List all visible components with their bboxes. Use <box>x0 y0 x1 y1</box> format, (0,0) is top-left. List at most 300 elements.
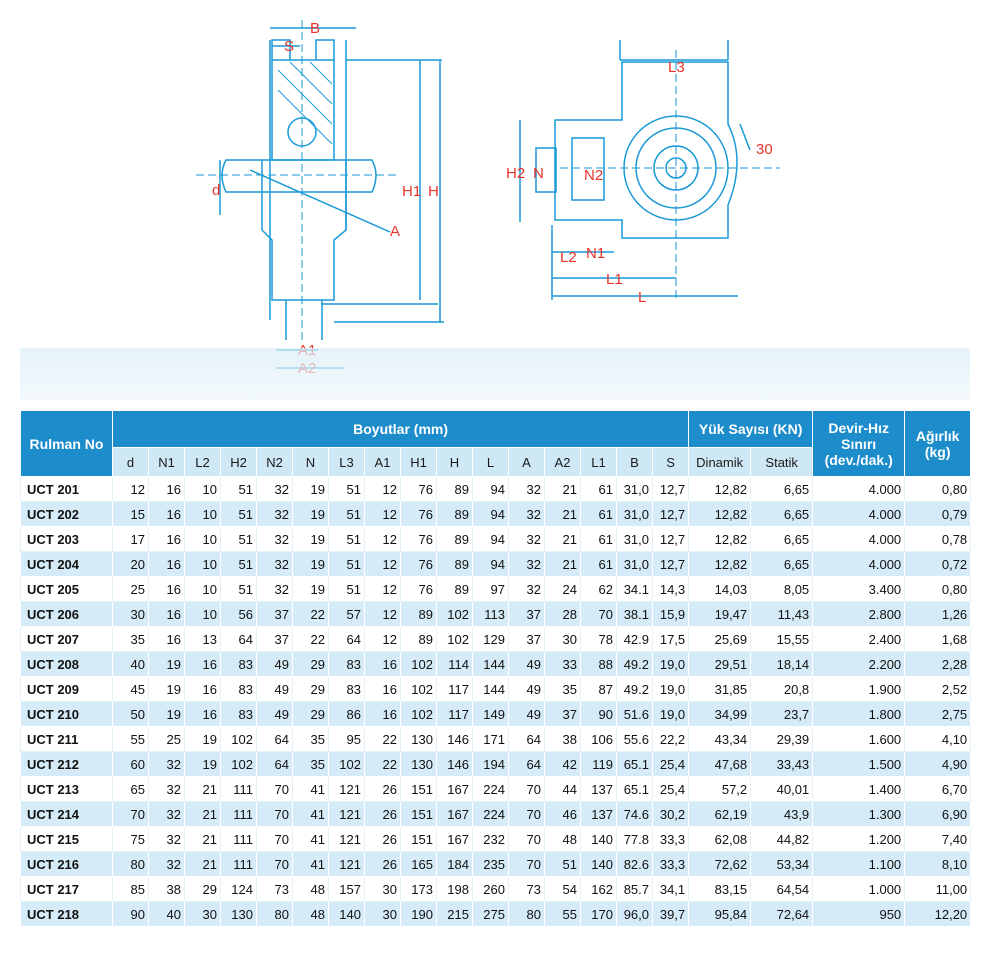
table-cell: 0,80 <box>905 477 971 502</box>
table-cell: 73 <box>509 877 545 902</box>
table-cell: 6,65 <box>751 502 813 527</box>
table-cell: 113 <box>473 602 509 627</box>
table-cell: 144 <box>473 677 509 702</box>
table-cell: 19 <box>293 502 329 527</box>
label-L1: L1 <box>606 271 623 288</box>
table-cell: 11,43 <box>751 602 813 627</box>
table-cell: 137 <box>581 802 617 827</box>
table-row <box>21 652 971 677</box>
table-cell: 146 <box>437 727 473 752</box>
table-cell: 23,7 <box>751 702 813 727</box>
table-cell: 25,4 <box>653 752 689 777</box>
table-cell: 149 <box>473 702 509 727</box>
table-cell: 130 <box>401 727 437 752</box>
table-cell: 49 <box>509 702 545 727</box>
table-cell: 173 <box>401 877 437 902</box>
table-cell: 2.200 <box>813 652 905 677</box>
table-cell: 31,0 <box>617 527 653 552</box>
bearing-code: UCT 217 <box>21 877 113 902</box>
table-cell: 25,4 <box>653 777 689 802</box>
table-cell: 16 <box>149 602 185 627</box>
table-row <box>21 727 971 752</box>
table-cell: 12,7 <box>653 527 689 552</box>
table-cell: 8,10 <box>905 852 971 877</box>
table-cell: 1.400 <box>813 777 905 802</box>
table-cell: 167 <box>437 802 473 827</box>
table-cell: 19 <box>293 552 329 577</box>
column-header-l3: L3 <box>329 448 365 477</box>
table-cell: 224 <box>473 777 509 802</box>
table-cell: 162 <box>581 877 617 902</box>
table-cell: 275 <box>473 902 509 927</box>
table-cell: 102 <box>329 752 365 777</box>
table-cell: 41 <box>293 827 329 852</box>
table-cell: 87 <box>581 677 617 702</box>
table-cell: 102 <box>221 727 257 752</box>
table-cell: 70 <box>509 827 545 852</box>
table-cell: 102 <box>221 752 257 777</box>
table-cell: 950 <box>813 902 905 927</box>
table-cell: 0,80 <box>905 577 971 602</box>
table-cell: 51 <box>329 502 365 527</box>
bearing-code: UCT 218 <box>21 902 113 927</box>
table-cell: 16 <box>185 652 221 677</box>
table-cell: 1.000 <box>813 877 905 902</box>
table-cell: 106 <box>581 727 617 752</box>
table-cell: 0,79 <box>905 502 971 527</box>
table-cell: 111 <box>221 777 257 802</box>
header-weight: Ağırlık (kg) <box>905 411 971 477</box>
bearing-code: UCT 202 <box>21 502 113 527</box>
decorative-band <box>20 348 970 400</box>
bearing-code: UCT 212 <box>21 752 113 777</box>
table-cell: 89 <box>401 627 437 652</box>
table-cell: 32 <box>509 477 545 502</box>
table-cell: 140 <box>329 902 365 927</box>
column-header-a2: A2 <box>545 448 581 477</box>
table-cell: 25 <box>149 727 185 752</box>
table-cell: 82.6 <box>617 852 653 877</box>
header-dimensions: Boyutlar (mm) <box>113 411 689 448</box>
table-cell: 119 <box>581 752 617 777</box>
table-cell: 53,34 <box>751 852 813 877</box>
table-cell: 117 <box>437 702 473 727</box>
table-cell: 65 <box>113 777 149 802</box>
table-cell: 65.1 <box>617 777 653 802</box>
table-cell: 76 <box>401 502 437 527</box>
table-cell: 48 <box>293 902 329 927</box>
table-cell: 121 <box>329 852 365 877</box>
table-cell: 73 <box>257 877 293 902</box>
table-cell: 26 <box>365 827 401 852</box>
table-cell: 32 <box>257 552 293 577</box>
table-cell: 89 <box>437 577 473 602</box>
table-row <box>21 702 971 727</box>
table-cell: 12,82 <box>689 552 751 577</box>
table-cell: 129 <box>473 627 509 652</box>
header-speed: Devir-Hız Sınırı (dev./dak.) <box>813 411 905 477</box>
bearing-code: UCT 216 <box>21 852 113 877</box>
table-cell: 48 <box>545 827 581 852</box>
table-cell: 117 <box>437 677 473 702</box>
column-header-l1: L1 <box>581 448 617 477</box>
table-cell: 1.800 <box>813 702 905 727</box>
table-row <box>21 877 971 902</box>
table-cell: 44 <box>545 777 581 802</box>
bearing-code: UCT 210 <box>21 702 113 727</box>
table-cell: 49 <box>257 652 293 677</box>
label-B: B <box>310 20 321 37</box>
label-30: 30 <box>756 141 773 158</box>
column-header-d: d <box>113 448 149 477</box>
table-cell: 0,78 <box>905 527 971 552</box>
table-cell: 41 <box>293 777 329 802</box>
bearing-code: UCT 204 <box>21 552 113 577</box>
table-cell: 29,39 <box>751 727 813 752</box>
table-cell: 94 <box>473 477 509 502</box>
table-row <box>21 577 971 602</box>
table-cell: 124 <box>221 877 257 902</box>
table-cell: 19 <box>293 527 329 552</box>
table-cell: 1.300 <box>813 802 905 827</box>
table-cell: 17,5 <box>653 627 689 652</box>
table-cell: 2.400 <box>813 627 905 652</box>
table-cell: 4.000 <box>813 527 905 552</box>
table-cell: 64 <box>257 727 293 752</box>
table-cell: 89 <box>437 552 473 577</box>
table-cell: 32 <box>149 852 185 877</box>
table-cell: 6,65 <box>751 477 813 502</box>
table-cell: 19,0 <box>653 702 689 727</box>
table-cell: 80 <box>257 902 293 927</box>
table-cell: 51 <box>221 527 257 552</box>
column-header-s: S <box>653 448 689 477</box>
table-cell: 72,64 <box>751 902 813 927</box>
table-cell: 15,55 <box>751 627 813 652</box>
table-cell: 16 <box>185 677 221 702</box>
table-cell: 22 <box>365 727 401 752</box>
table-cell: 1.500 <box>813 752 905 777</box>
bearing-code: UCT 213 <box>21 777 113 802</box>
table-cell: 235 <box>473 852 509 877</box>
table-cell: 77.8 <box>617 827 653 852</box>
table-cell: 72,62 <box>689 852 751 877</box>
table-cell: 14,3 <box>653 577 689 602</box>
table-cell: 12 <box>365 527 401 552</box>
bearing-spec-table <box>20 410 971 927</box>
table-cell: 50 <box>113 702 149 727</box>
table-cell: 10 <box>185 552 221 577</box>
table-cell: 40,01 <box>751 777 813 802</box>
table-cell: 70 <box>509 802 545 827</box>
label-A: A <box>390 223 401 240</box>
table-row <box>21 677 971 702</box>
table-cell: 16 <box>149 527 185 552</box>
table-cell: 30 <box>545 627 581 652</box>
table-cell: 4.000 <box>813 552 905 577</box>
table-cell: 30,2 <box>653 802 689 827</box>
table-cell: 32 <box>509 502 545 527</box>
table-cell: 19 <box>149 652 185 677</box>
table-cell: 102 <box>401 702 437 727</box>
table-cell: 6,70 <box>905 777 971 802</box>
table-cell: 19 <box>293 577 329 602</box>
table-cell: 46 <box>545 802 581 827</box>
table-cell: 21 <box>545 527 581 552</box>
table-cell: 4,90 <box>905 752 971 777</box>
table-cell: 64 <box>257 752 293 777</box>
table-cell: 16 <box>365 677 401 702</box>
table-cell: 80 <box>509 902 545 927</box>
table-cell: 102 <box>401 652 437 677</box>
table-cell: 26 <box>365 802 401 827</box>
table-cell: 49 <box>257 702 293 727</box>
table-row <box>21 627 971 652</box>
table-cell: 37 <box>509 627 545 652</box>
table-cell: 111 <box>221 802 257 827</box>
table-cell: 47,68 <box>689 752 751 777</box>
label-S: S <box>284 38 295 55</box>
table-row <box>21 752 971 777</box>
table-cell: 37 <box>257 602 293 627</box>
table-cell: 51 <box>545 852 581 877</box>
table-cell: 19 <box>149 702 185 727</box>
table-cell: 29,51 <box>689 652 751 677</box>
table-cell: 61 <box>581 502 617 527</box>
table-cell: 14,03 <box>689 577 751 602</box>
table-cell: 32 <box>257 502 293 527</box>
table-cell: 3.400 <box>813 577 905 602</box>
table-cell: 64,54 <box>751 877 813 902</box>
column-header-l: L <box>473 448 509 477</box>
table-cell: 102 <box>401 677 437 702</box>
table-cell: 32 <box>509 552 545 577</box>
column-header-a1: A1 <box>365 448 401 477</box>
table-cell: 55 <box>113 727 149 752</box>
table-cell: 40 <box>113 652 149 677</box>
table-cell: 62,08 <box>689 827 751 852</box>
table-cell: 70 <box>509 852 545 877</box>
table-cell: 48 <box>293 877 329 902</box>
table-cell: 198 <box>437 877 473 902</box>
table-cell: 32 <box>509 527 545 552</box>
bearing-code: UCT 209 <box>21 677 113 702</box>
table-cell: 30 <box>365 902 401 927</box>
table-cell: 130 <box>401 752 437 777</box>
technical-drawing <box>0 0 1000 400</box>
column-header-n: N <box>293 448 329 477</box>
table-cell: 1,26 <box>905 602 971 627</box>
table-cell: 35 <box>293 727 329 752</box>
bearing-code: UCT 207 <box>21 627 113 652</box>
table-cell: 83 <box>221 702 257 727</box>
table-cell: 190 <box>401 902 437 927</box>
table-cell: 19,0 <box>653 652 689 677</box>
table-cell: 4.000 <box>813 502 905 527</box>
table-cell: 31,0 <box>617 552 653 577</box>
bearing-code: UCT 203 <box>21 527 113 552</box>
table-cell: 38 <box>545 727 581 752</box>
table-cell: 29 <box>185 877 221 902</box>
table-cell: 90 <box>581 702 617 727</box>
table-cell: 89 <box>437 527 473 552</box>
table-cell: 22 <box>293 627 329 652</box>
table-cell: 83,15 <box>689 877 751 902</box>
table-cell: 170 <box>581 902 617 927</box>
table-cell: 12 <box>365 602 401 627</box>
table-cell: 1,68 <box>905 627 971 652</box>
table-cell: 51 <box>221 577 257 602</box>
table-cell: 49 <box>509 652 545 677</box>
table-cell: 151 <box>401 827 437 852</box>
label-d: d <box>212 182 221 199</box>
table-cell: 26 <box>365 777 401 802</box>
label-H1: H1 <box>402 183 422 200</box>
table-cell: 70 <box>257 777 293 802</box>
column-header-l2: L2 <box>185 448 221 477</box>
table-cell: 43,34 <box>689 727 751 752</box>
table-cell: 55.6 <box>617 727 653 752</box>
table-cell: 12,20 <box>905 902 971 927</box>
table-cell: 22,2 <box>653 727 689 752</box>
table-cell: 76 <box>401 477 437 502</box>
table-cell: 10 <box>185 577 221 602</box>
table-cell: 12,7 <box>653 477 689 502</box>
table-cell: 21 <box>185 777 221 802</box>
table-cell: 21 <box>185 802 221 827</box>
table-cell: 44,82 <box>751 827 813 852</box>
table-cell: 12,7 <box>653 552 689 577</box>
table-cell: 78 <box>581 627 617 652</box>
table-cell: 2,75 <box>905 702 971 727</box>
table-cell: 31,0 <box>617 477 653 502</box>
table-cell: 11,00 <box>905 877 971 902</box>
table-cell: 0,72 <box>905 552 971 577</box>
table-cell: 94 <box>473 527 509 552</box>
table-cell: 21 <box>185 827 221 852</box>
table-cell: 1.900 <box>813 677 905 702</box>
table-cell: 22 <box>365 752 401 777</box>
table-cell: 31,85 <box>689 677 751 702</box>
table-cell: 16 <box>149 477 185 502</box>
table-cell: 96,0 <box>617 902 653 927</box>
table-cell: 6,65 <box>751 527 813 552</box>
table-cell: 94 <box>473 502 509 527</box>
table-cell: 89 <box>437 477 473 502</box>
table-cell: 32 <box>149 802 185 827</box>
table-cell: 43,9 <box>751 802 813 827</box>
table-cell: 40 <box>149 902 185 927</box>
table-cell: 95 <box>329 727 365 752</box>
table-cell: 61 <box>581 527 617 552</box>
table-cell: 1.600 <box>813 727 905 752</box>
table-cell: 35 <box>545 677 581 702</box>
table-cell: 16 <box>149 502 185 527</box>
table-cell: 12 <box>365 502 401 527</box>
table-cell: 41 <box>293 852 329 877</box>
table-row <box>21 827 971 852</box>
label-L: L <box>638 289 647 306</box>
table-cell: 21 <box>545 552 581 577</box>
column-header-statik: Statik <box>751 448 813 477</box>
table-cell: 33,3 <box>653 852 689 877</box>
table-cell: 25,69 <box>689 627 751 652</box>
table-cell: 51.6 <box>617 702 653 727</box>
table-cell: 28 <box>545 602 581 627</box>
table-cell: 32 <box>509 577 545 602</box>
label-N: N <box>533 165 544 182</box>
table-cell: 88 <box>581 652 617 677</box>
table-cell: 12 <box>365 477 401 502</box>
table-cell: 2,28 <box>905 652 971 677</box>
table-cell: 111 <box>221 852 257 877</box>
table-cell: 37 <box>509 602 545 627</box>
table-cell: 49 <box>509 677 545 702</box>
table-cell: 31,0 <box>617 502 653 527</box>
table-cell: 10 <box>185 502 221 527</box>
column-header-dinamik: Dinamik <box>689 448 751 477</box>
table-cell: 19,47 <box>689 602 751 627</box>
table-cell: 70 <box>257 852 293 877</box>
table-row <box>21 852 971 877</box>
header-load: Yük Sayısı (KN) <box>689 411 813 448</box>
table-cell: 10 <box>185 477 221 502</box>
table-cell: 83 <box>329 652 365 677</box>
table-cell: 65.1 <box>617 752 653 777</box>
table-cell: 1.200 <box>813 827 905 852</box>
table-cell: 17 <box>113 527 149 552</box>
table-cell: 30 <box>113 602 149 627</box>
table-cell: 140 <box>581 827 617 852</box>
table-row <box>21 902 971 927</box>
table-cell: 42.9 <box>617 627 653 652</box>
table-cell: 74.6 <box>617 802 653 827</box>
table-cell: 83 <box>329 677 365 702</box>
table-cell: 130 <box>221 902 257 927</box>
table-cell: 62,19 <box>689 802 751 827</box>
table-cell: 49.2 <box>617 652 653 677</box>
table-cell: 24 <box>545 577 581 602</box>
table-cell: 4.000 <box>813 477 905 502</box>
table-cell: 260 <box>473 877 509 902</box>
table-cell: 70 <box>113 802 149 827</box>
table-cell: 76 <box>401 552 437 577</box>
table-cell: 146 <box>437 752 473 777</box>
table-cell: 215 <box>437 902 473 927</box>
table-cell: 75 <box>113 827 149 852</box>
table-cell: 194 <box>473 752 509 777</box>
table-cell: 32 <box>149 752 185 777</box>
table-cell: 64 <box>221 627 257 652</box>
table-cell: 32 <box>149 827 185 852</box>
table-cell: 144 <box>473 652 509 677</box>
table-cell: 16 <box>185 702 221 727</box>
column-header-n2: N2 <box>257 448 293 477</box>
table-cell: 39,7 <box>653 902 689 927</box>
table-cell: 30 <box>185 902 221 927</box>
table-cell: 51 <box>329 577 365 602</box>
table-cell: 151 <box>401 802 437 827</box>
table-cell: 61 <box>581 477 617 502</box>
table-cell: 83 <box>221 652 257 677</box>
table-cell: 16 <box>365 702 401 727</box>
table-cell: 16 <box>149 627 185 652</box>
table-cell: 111 <box>221 827 257 852</box>
table-cell: 62 <box>581 577 617 602</box>
table-cell: 51 <box>221 552 257 577</box>
table-cell: 13 <box>185 627 221 652</box>
table-cell: 29 <box>293 652 329 677</box>
